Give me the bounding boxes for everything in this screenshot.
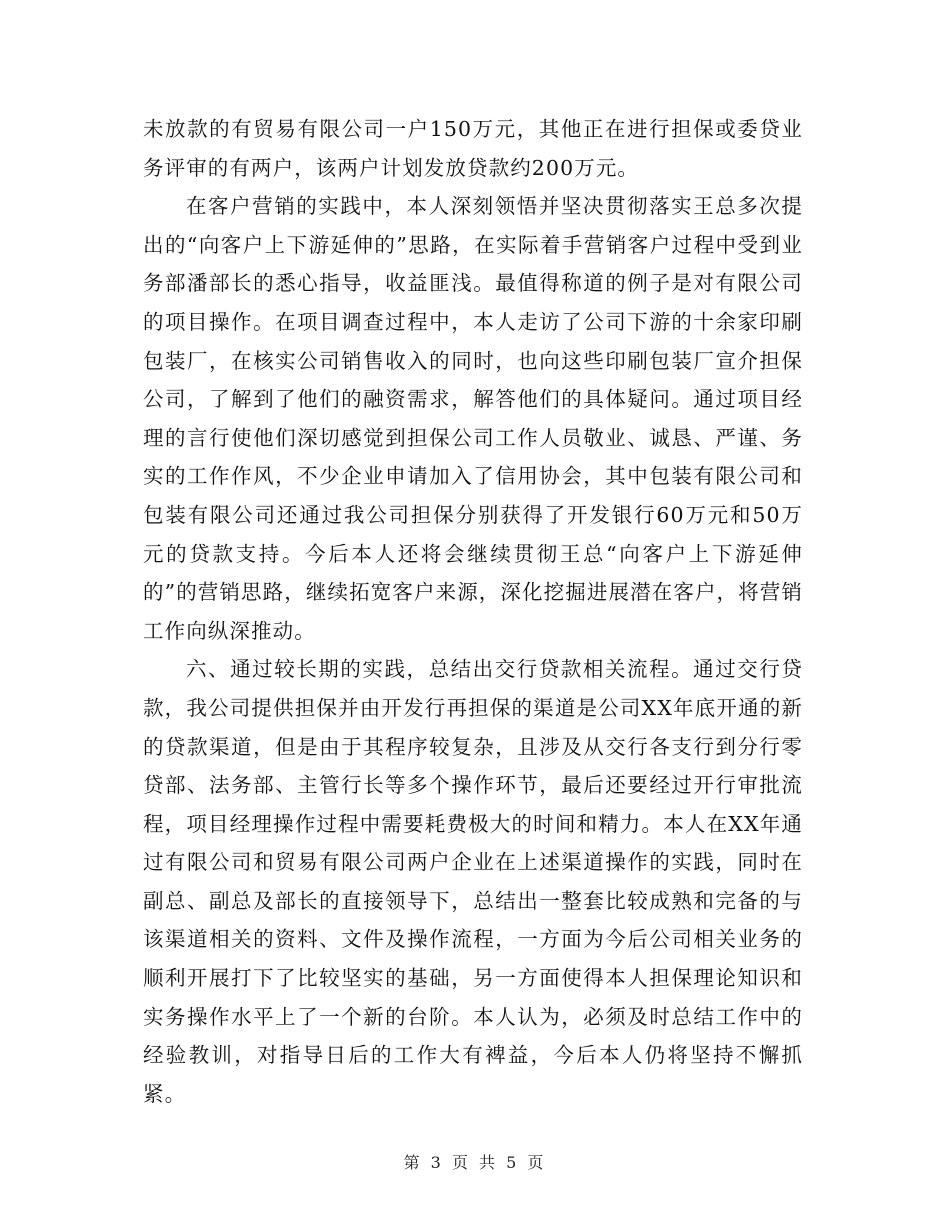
paragraph-bocom-loan-process: 六、通过较长期的实践，总结出交行贷款相关流程。通过交行贷款，我公司提供担保并由开发行再担保的渠道是公司XX年底开通的新的贷款渠道，但是由于其程序较复杂，且涉及从交行各支行到分行零贷部、法务部、主管行长等多个操作环节，最后还要经过开行审批流程，项目经理操作过程中需要耗费极大的时间和精力。本人在XX年通过有限公司和贸易有限公司两户企业在上述渠道操作的实践，同时在副总、副总及部长的直接领导下，总结出一整套比较成熟和完备的与该渠道相关的资料、文件及操作流程，一方面为今后公司相关业务的顺利开展打下了比较坚实的基础，另一方面使得本人担保理论知识和实务操作水平上了一个新的台阶。本人认为，必须及时总结工作中的经验教训，对指导日后的工作大有裨益，今后本人仍将坚持不懈抓紧。 xyxy=(143,657,803,1106)
document-body xyxy=(143,110,803,1113)
page-number-footer: 第 3 页 共 5 页 xyxy=(403,1153,547,1172)
paragraph-continuation: 未放款的有贸易有限公司一户150万元，其他正在进行担保或委贷业务评审的有两户，该两户计划发放贷款约200万元。 xyxy=(143,117,803,180)
paragraph-customer-marketing: 在客户营销的实践中，本人深刻领悟并坚决贯彻落实王总多次提出的“向客户上下游延伸的”思路，在实际着手营销客户过程中受到业务部潘部长的悉心指导，收益匪浅。最值得称道的例子是对有限公司的项目操作。在项目调查过程中，本人走访了公司下游的十余家印刷包装厂，在核实公司销售收入的同时，也向这些印刷包装厂宣介担保公司，了解到了他们的融资需求，解答他们的具体疑问。通过项目经理的言行使他们深切感觉到担保公司工作人员敬业、诚恳、严谨、务实的工作作风，不少企业申请加入了信用协会，其中包装有限公司和包装有限公司还通过我公司担保分别获得了开发银行60万元和50万元的贷款支持。今后本人还将会继续贯彻王总“向客户上下游延伸的”的营销思路，继续拓宽客户来源，深化挖掘进展潜在客户，将营销工作向纵深推动。 xyxy=(143,194,803,643)
